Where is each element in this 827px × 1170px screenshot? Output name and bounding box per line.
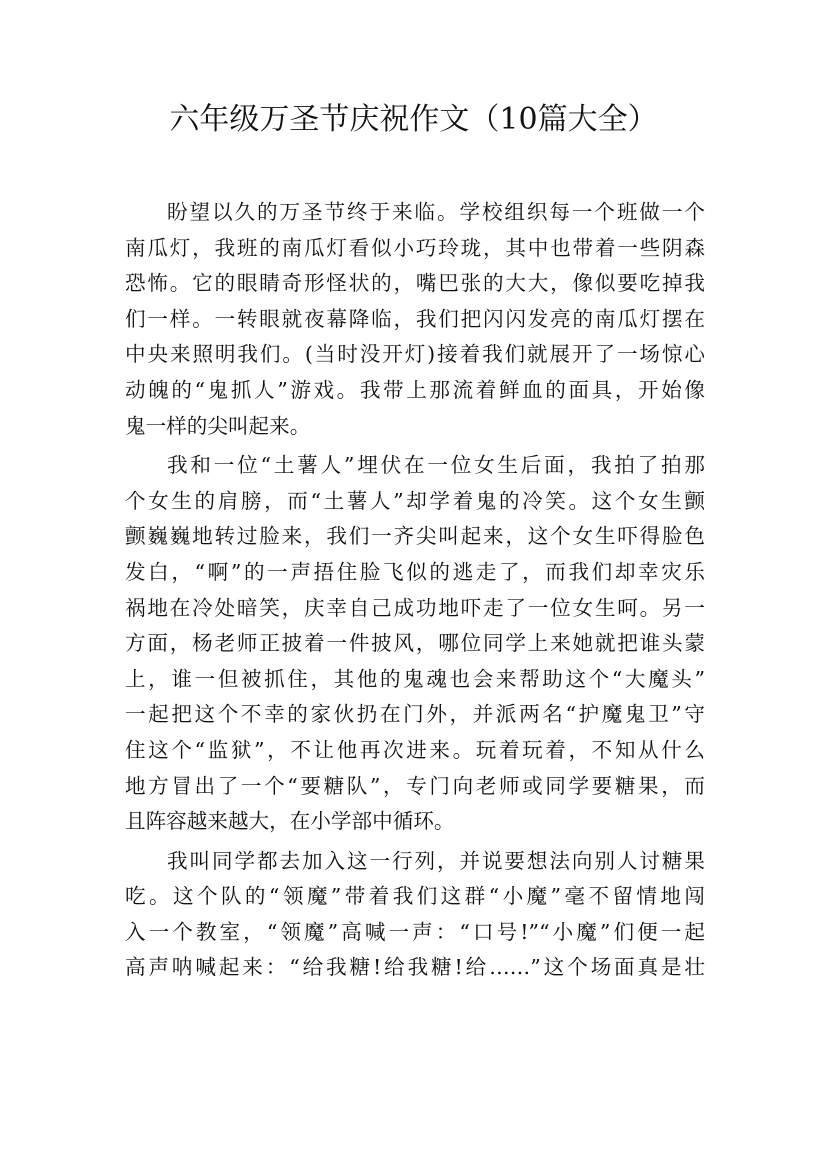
text-line: 南瓜灯，我班的南瓜灯看似小巧玲珑，其中也带着一些阴森 <box>125 235 705 260</box>
text-line: 动魄的“鬼抓人”游戏。我带上那流着鲜血的面具，开始像 <box>125 377 705 402</box>
text-line: 发白，“啊”的一声捂住脸飞似的逃走了，而我们却幸灾乐 <box>125 559 705 584</box>
text-line: 上，谁一但被抓住，其他的鬼魂也会来帮助这个“大魔头” <box>125 666 705 691</box>
text-line: 恐怖。它的眼睛奇形怪状的，嘴巴张的大大，像似要吃掉我 <box>125 271 705 296</box>
text-line: 我和一位“土薯人”埋伏在一位女生后面，我拍了拍那 <box>167 453 705 478</box>
text-line: 们一样。一转眼就夜幕降临，我们把闪闪发亮的南瓜灯摆在 <box>125 306 705 331</box>
text-line: 地方冒出了一个“要糖队”，专门向老师或同学要糖果，而 <box>125 773 705 798</box>
text-line: 住这个“监狱”，不让他再次进来。玩着玩着，不知从什么 <box>125 737 705 762</box>
text-line: 个女生的肩膀，而“土薯人”却学着鬼的冷笑。这个女生颤 <box>125 488 705 513</box>
text-line: 鬼一样的尖叫起来。 <box>125 413 311 438</box>
text-line: 颤巍巍地转过脸来，我们一齐尖叫起来，这个女生吓得脸色 <box>125 524 705 549</box>
paragraph-3 <box>125 844 705 986</box>
text-line: 高声呐喊起来：“给我糖!给我糖!给……”这个场面真是壮 <box>125 955 705 980</box>
text-line: 祸地在冷处暗笑，庆幸自己成功地吓走了一位女生呵。另一 <box>125 595 705 620</box>
document-title: 六年级万圣节庆祝作文（10篇大全） <box>169 102 658 137</box>
text-line: 且阵容越来越大，在小学部中循环。 <box>125 809 455 834</box>
essay-body <box>125 195 705 986</box>
text-line: 吃。这个队的“领魔”带着我们这群“小魔”毫不留情地闯 <box>125 884 705 909</box>
text-line: 方面，杨老师正披着一件披风，哪位同学上来她就把谁头蒙 <box>125 631 705 656</box>
paragraph-2 <box>125 448 705 840</box>
paragraph-1 <box>125 195 705 444</box>
text-line: 盼望以久的万圣节终于来临。学校组织每一个班做一个 <box>167 200 705 224</box>
text-line: 一起把这个不幸的家伙扔在门外，并派两名“护魔鬼卫”守 <box>125 702 705 727</box>
text-line: 入一个教室，“领魔”高喊一声：“口号!”“小魔”们便一起 <box>125 919 705 944</box>
text-line: 我叫同学都去加入这一行列，并说要想法向别人讨糖果 <box>167 848 705 873</box>
text-line: 中央来照明我们。(当时没开灯)接着我们就展开了一场惊心 <box>125 342 705 367</box>
